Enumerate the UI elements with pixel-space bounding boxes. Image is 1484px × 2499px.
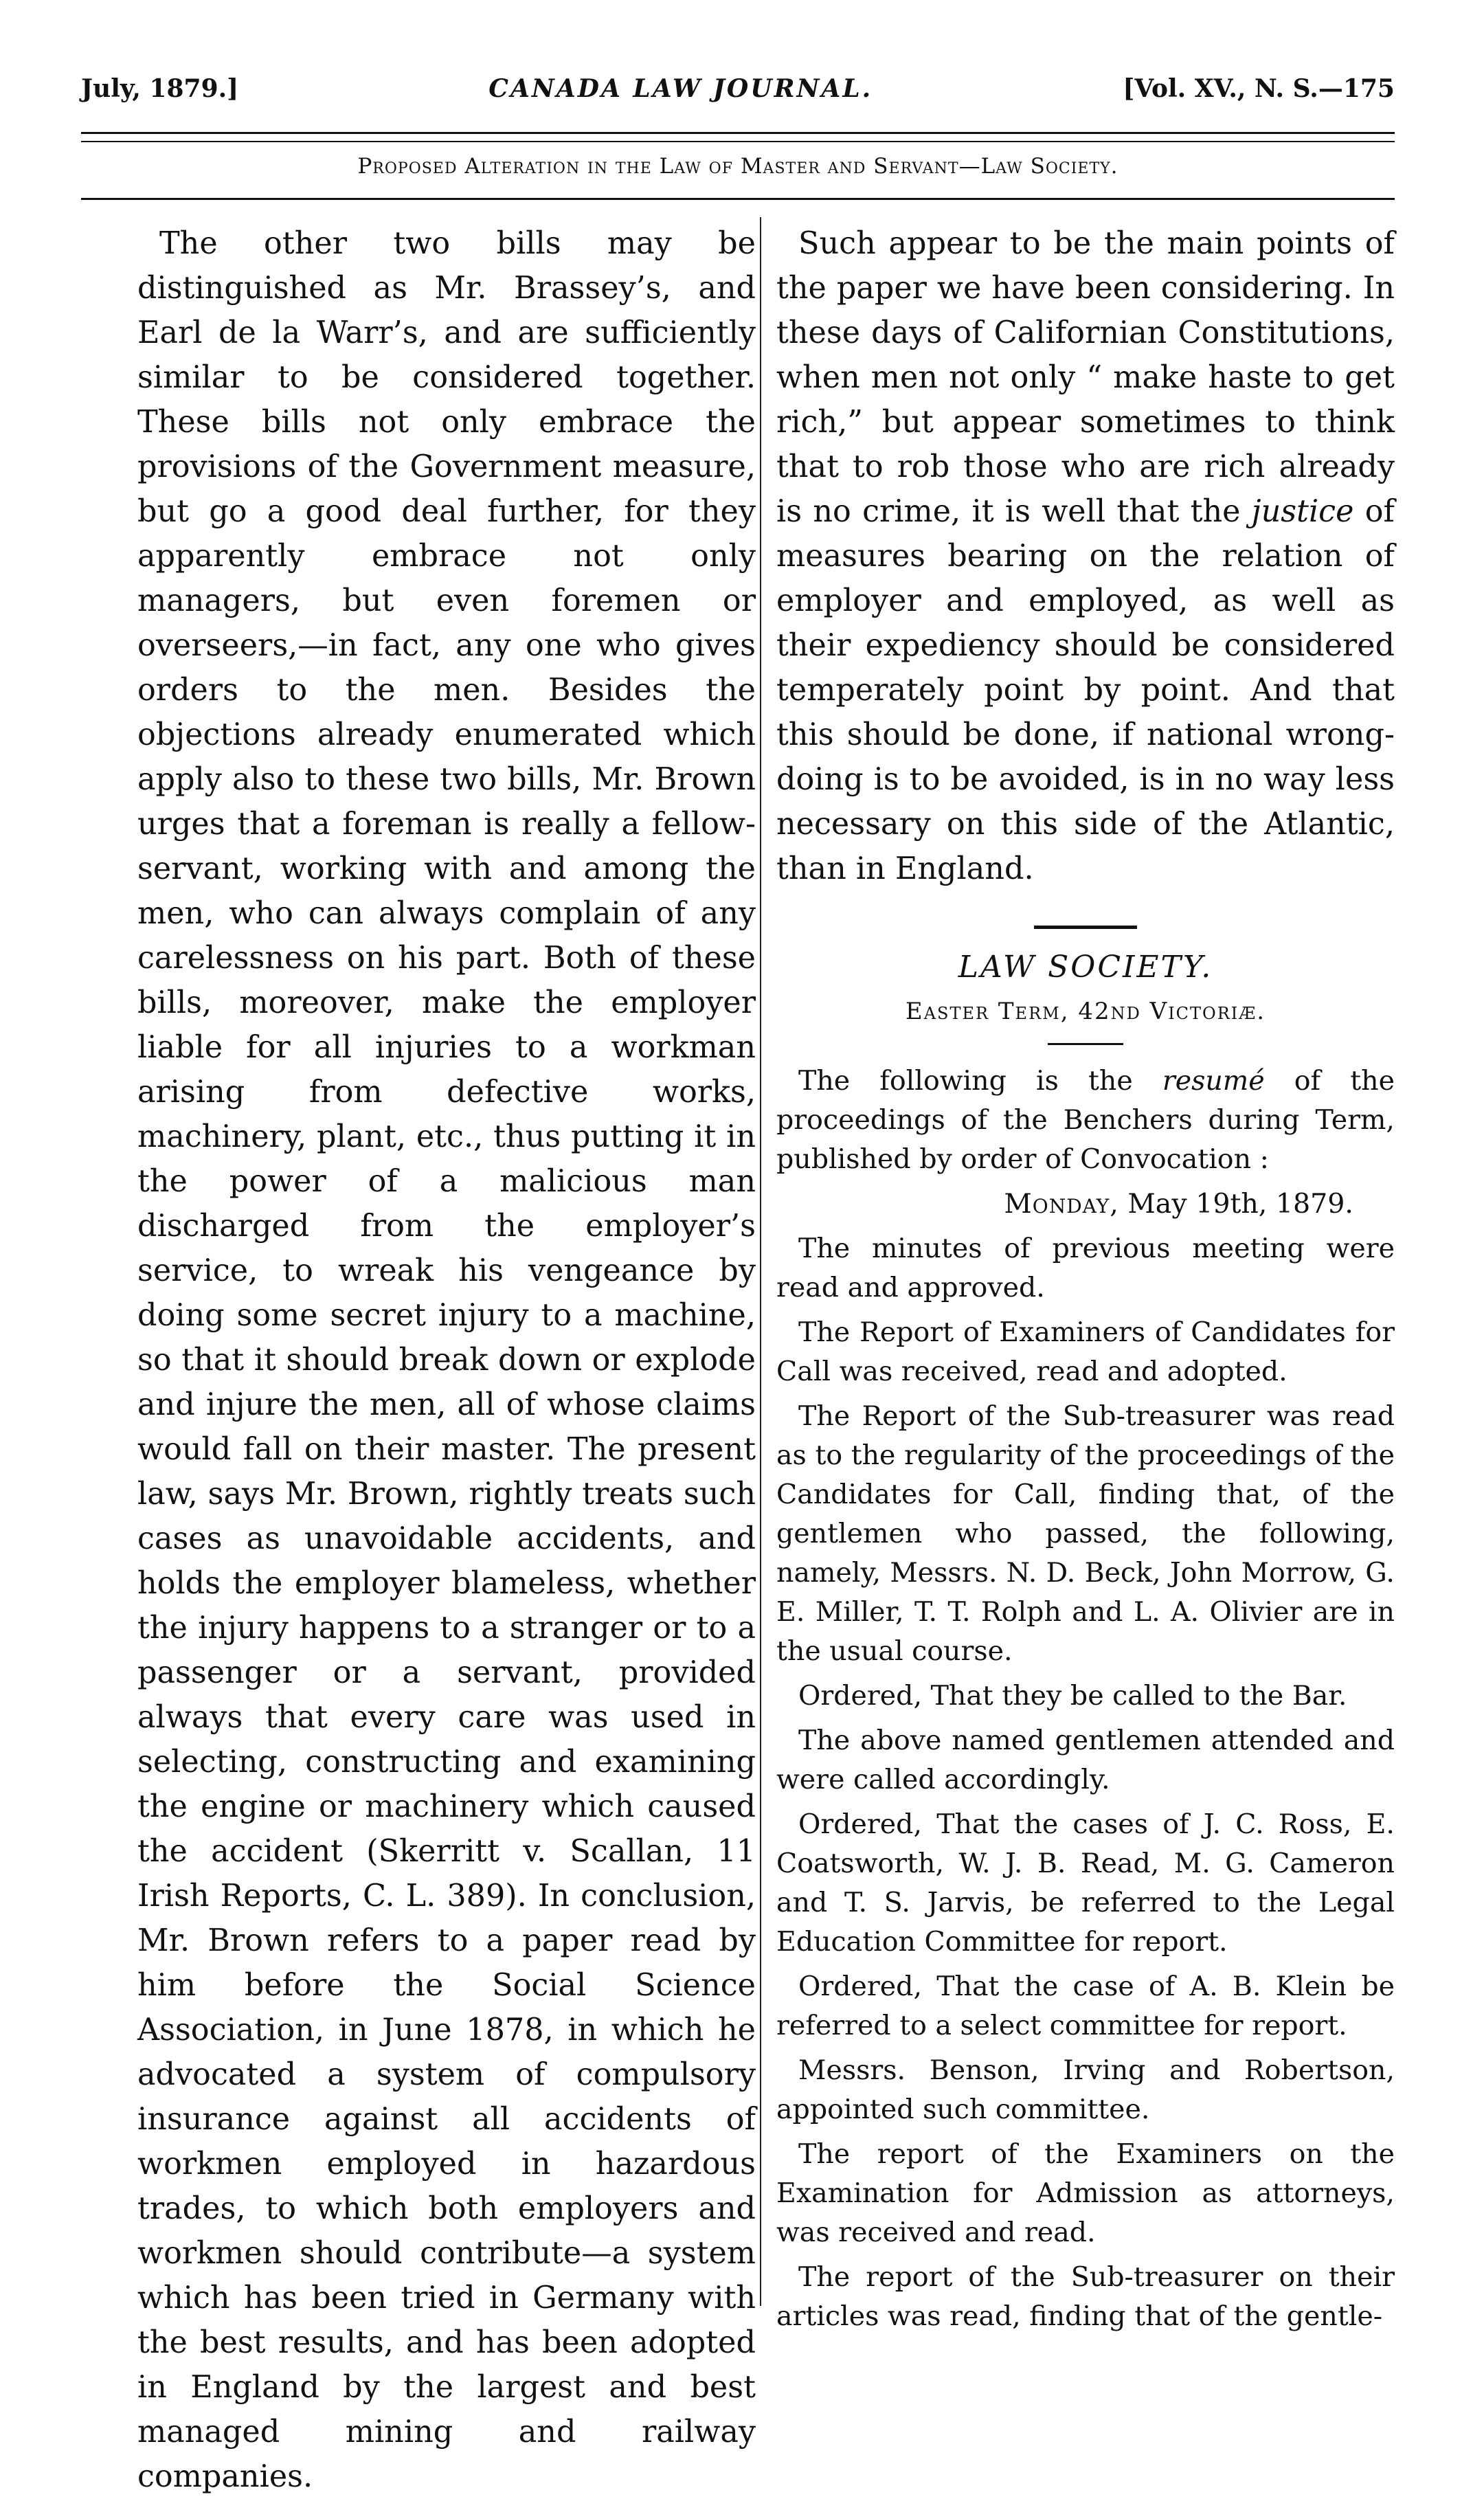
conclusion-paragraph xyxy=(776,221,1395,891)
meeting-date-rest: May 19th, 1879. xyxy=(1127,1188,1353,1220)
minute-item: Ordered, That they be called to the Bar. xyxy=(798,1680,1347,1712)
right-column xyxy=(776,221,1395,2392)
meeting-day: Monday, xyxy=(1004,1188,1119,1220)
minute-item: The Report of the Sub-treasurer was read as to the regularity of the proceedings of the Candidates for Call, finding that, of the gentlemen who passed, the following, namely, Messrs. N. D. Beck, John Morrow, G. E. Miller, T. T. Rolph and L. A. Olivier are in the usual course. xyxy=(776,1400,1395,1667)
proceedings-intro xyxy=(776,1062,1395,1179)
running-head xyxy=(81,74,1395,122)
minute-item: Ordered, That the case of A. B. Klein be referred to a select committee for report. xyxy=(776,1971,1395,2041)
conclusion-emphasis: justice xyxy=(1251,494,1354,529)
brassey-bills-paragraph: The other two bills may be distinguished as Mr. Brassey’s, and Earl de la Warr’s, and are sufficiently similar to be considered together. These bills not only embrace the provisions of the Government measure, but go a good deal further, for they apparently embrace not only managers, but even foremen or overseers,—in fact, any one who gives orders to the men. Besides the objections already enumerated which apply also to these two bills, Mr. Brown urges that a foreman is really a fellow-servant, working with and among the men, who can always complain of any carelessness on his part. Both of these bills, moreover, make the employer liable for all injuries to a workman arising from defective works, machinery, plant, etc., thus putting it in the power of a malicious man discharged from the employer’s service, to wreak his vengeance by doing some secret injury to a machine, so that it should break down or explode and injure the men, all of whose claims would fall on their master. The present law, says Mr. Brown, rightly treats such cases as unavoidable accidents, and holds the employer blameless, whether the injury happens to a stranger or to a passenger or a servant, provided always that every care was used in selecting, constructing and examining the engine or machinery which caused the accident (Skerritt v. Scallan, 11 Irish Reports, C. L. 389). In conclusion, Mr. Brown refers to a paper read by him before the Social Science Association, in June 1878, in which he advocated a system of compulsory insurance against all accidents of workmen employed in hazardous trades, to which both employers and workmen should contribute—a system which has been tried in Germany with the best results, and has been adopted in England by the largest and best managed mining and railway companies. xyxy=(137,226,756,2494)
intro-text-2: of the proceedings of the Benchers during Term, published by order of Convocation : xyxy=(776,1065,1395,1175)
issue-date: July, 1879.] xyxy=(81,74,239,103)
conclusion-text-1: Such appear to be the main points of the paper we have been considering. In these days of Californian Constitutions, when men not only “ make haste to get rich,” but appear sometimes to think that to rob those who are rich already is no crime, it is well that the xyxy=(776,226,1395,529)
section-title: Proposed Alteration in the Law of Master and Servant—Law Society. xyxy=(357,154,1118,179)
section-separator-rule xyxy=(1034,926,1137,929)
intro-text-1: The following is the xyxy=(798,1065,1133,1097)
minute-item: The report of the Sub-treasurer on their articles was read, finding that of the gentle- xyxy=(776,2261,1395,2332)
minute-item: The Report of Examiners of Candidates for Call was received, read and adopted. xyxy=(776,1316,1395,1387)
left-column xyxy=(137,221,756,2494)
law-society-title: LAW SOCIETY. xyxy=(958,950,1213,985)
minute-item: The minutes of previous meeting were read and approved. xyxy=(776,1233,1395,1303)
header-double-rule xyxy=(81,132,1395,142)
header-rule xyxy=(81,198,1395,200)
conclusion-text-2: of measures bearing on the relation of employer and employed, as well as their expediency should be considered temperately point by point. And that this should be done, if national wrong-doing is to be avoided, is in no way less necessary on this side of the Atlantic, than in England. xyxy=(776,494,1395,886)
volume-page-number: [Vol. XV., N. S.—175 xyxy=(1123,74,1395,103)
minute-item: Messrs. Benson, Irving and Robertson, appointed such committee. xyxy=(776,2054,1395,2125)
intro-emphasis: resumé xyxy=(1162,1065,1265,1097)
minute-item: The above named gentlemen attended and were called accordingly. xyxy=(776,1725,1395,1795)
journal-title: CANADA LAW JOURNAL. xyxy=(488,74,873,103)
proceedings xyxy=(776,1062,1395,2336)
column-divider xyxy=(760,217,761,2306)
term-subtitle: Easter Term, 42nd Victoriæ. xyxy=(905,998,1266,1025)
minute-item: The report of the Examiners on the Examination for Admission as attorneys, was received and read. xyxy=(776,2138,1395,2248)
subtitle-rule xyxy=(1048,1043,1123,1045)
minute-item: Ordered, That the cases of J. C. Ross, E. Coatsworth, W. J. B. Read, M. G. Cameron and T. S. Jarvis, be referred to the Legal Education Committee for report. xyxy=(776,1808,1395,1958)
meeting-date xyxy=(776,1185,1353,1224)
